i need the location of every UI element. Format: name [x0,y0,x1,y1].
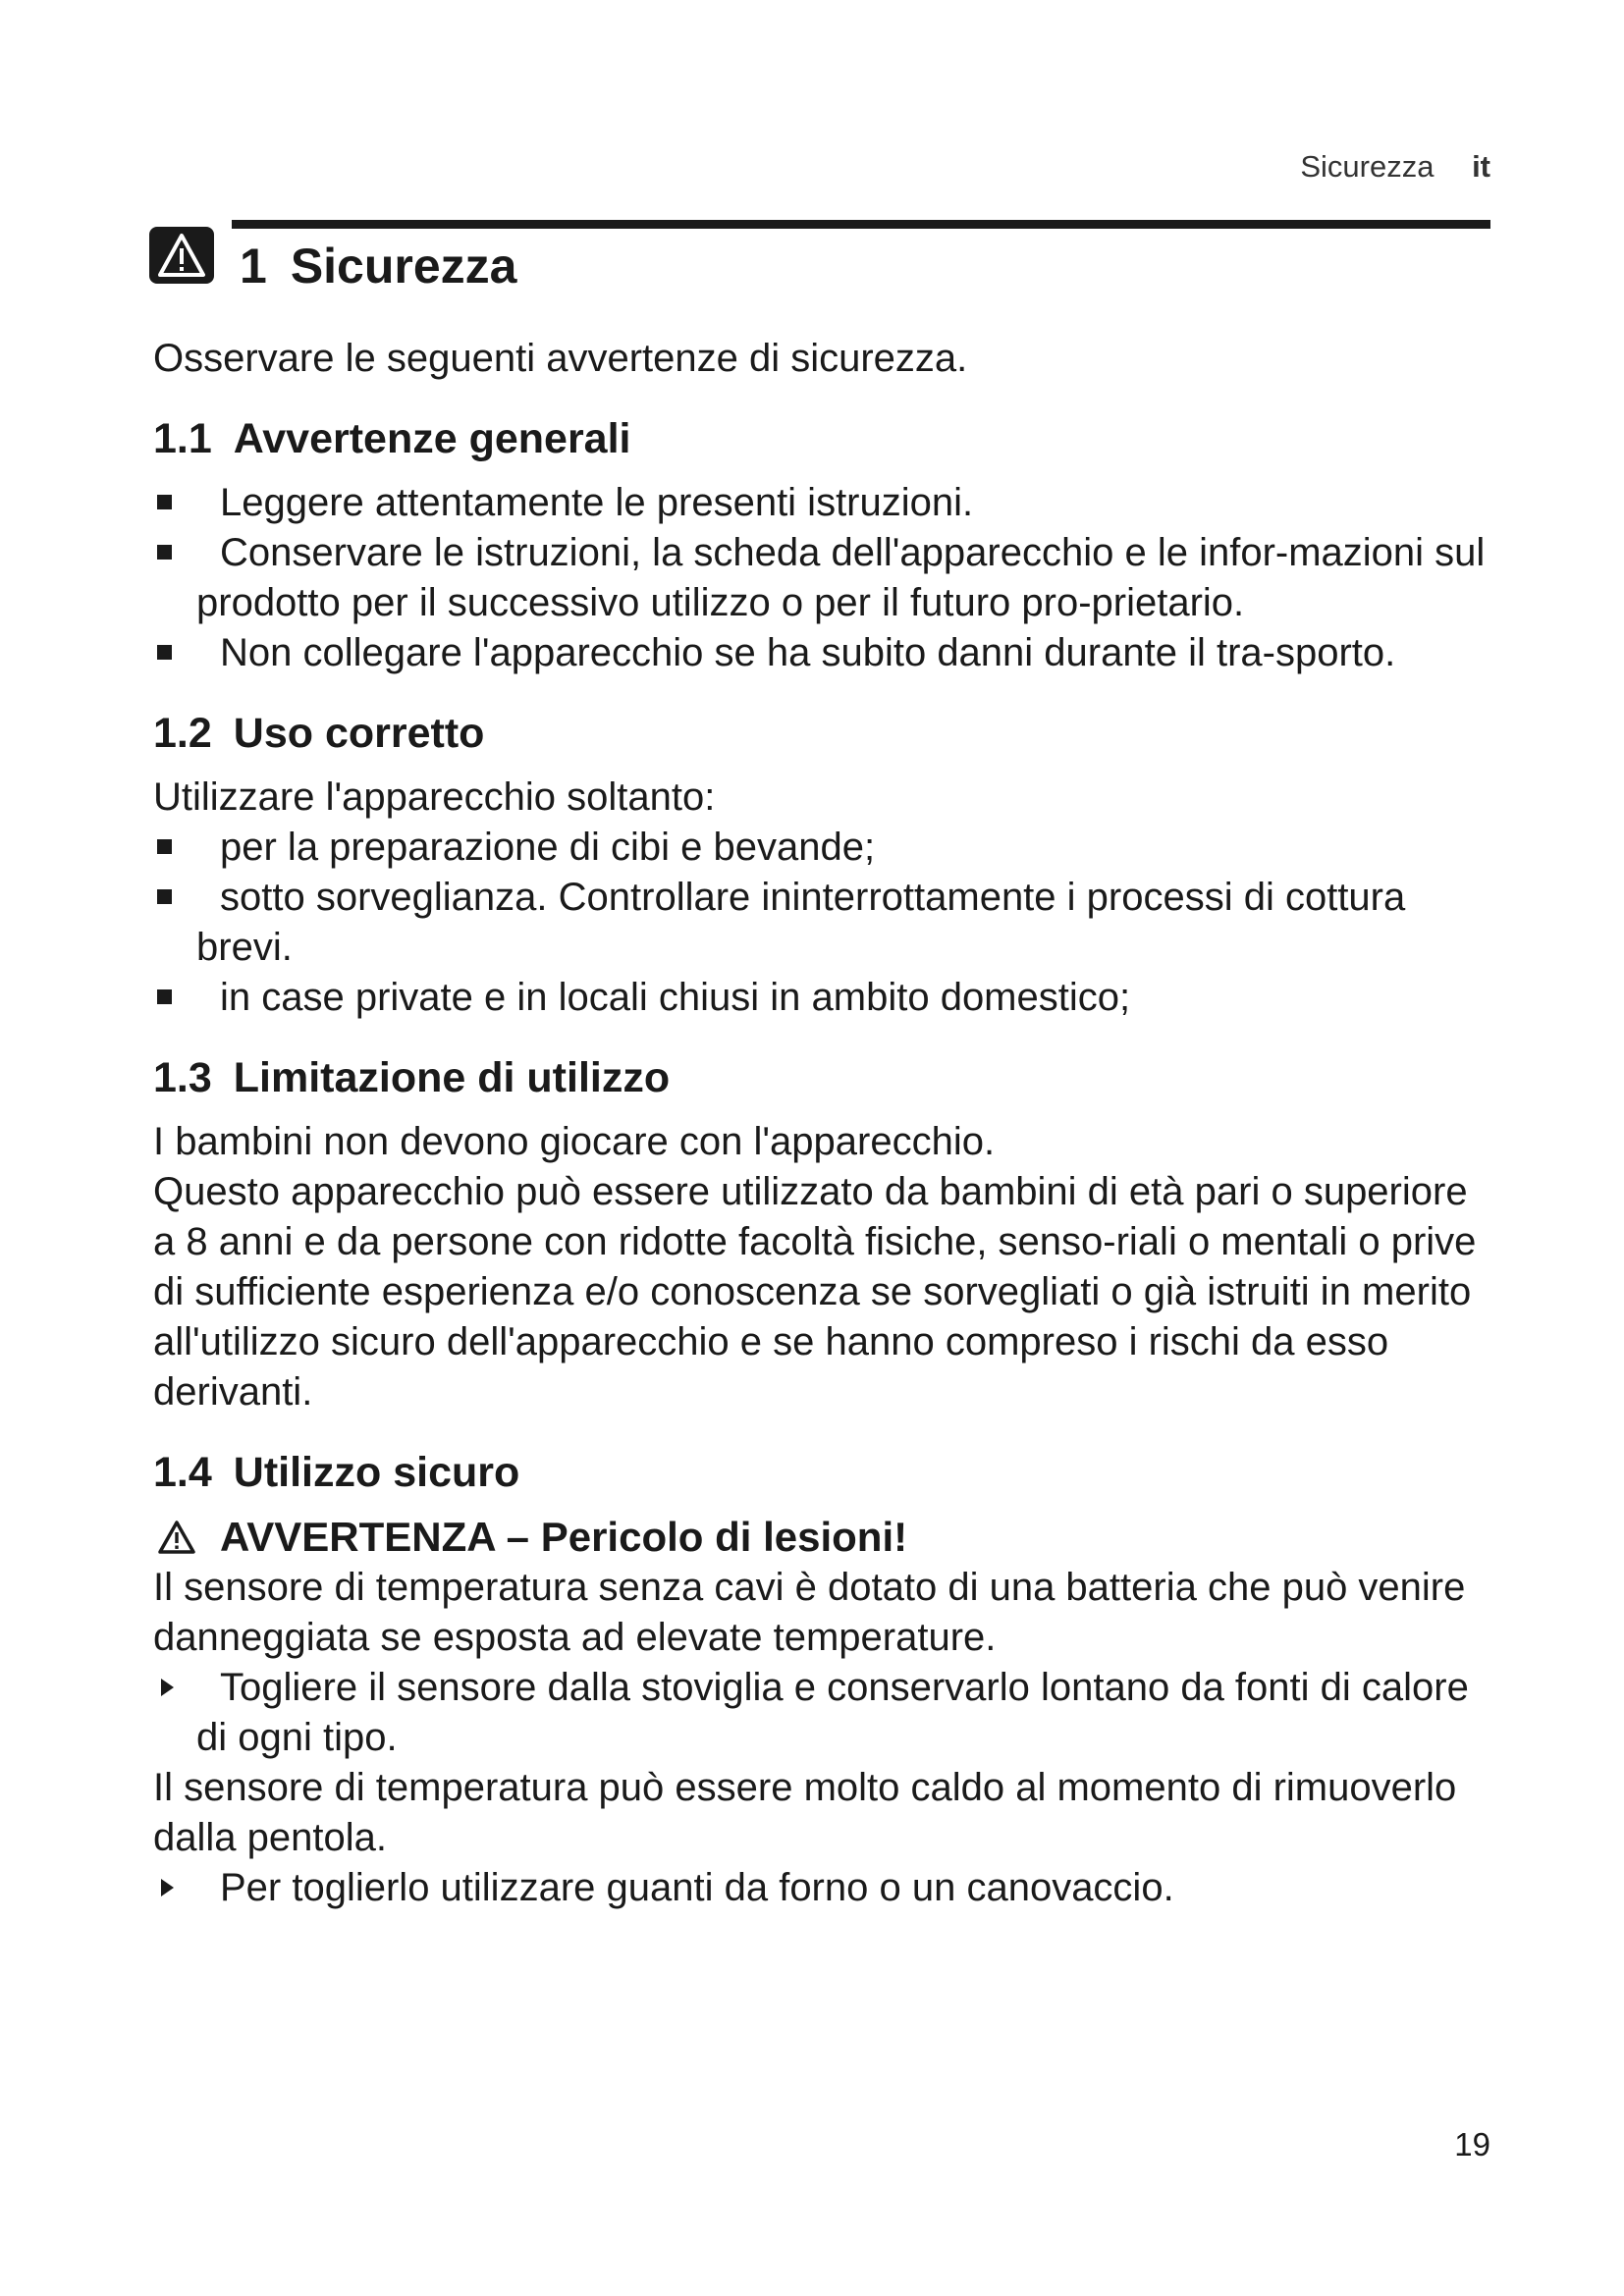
running-header [1300,149,1490,185]
chapter-number: 1 [240,239,267,294]
usage-limitation-text: Questo apparecchio può essere utilizzato da bambini di età pari o superiore a 8 anni e da persone con ridotte facoltà fisiche, senso-riali o mentali o prive di sufficiente esperienza e/o conoscenza se sorvegliati o già istruiti in merito all'utilizzo sicuro dell'apparecchio e se hanno compreso i rischi da esso derivanti. [153,1170,1477,1414]
list-item-text: Conservare le istruzioni, la scheda dell'apparecchio e le infor-mazioni sul prodotto per il successivo utilizzo o per il futuro pro-prietario. [196,531,1486,624]
list-item-text: Non collegare l'apparecchio se ha subito danni durante il tra-sporto. [220,631,1396,674]
bullet-square-icon [157,645,172,660]
list-item [153,873,1490,973]
warning-heading [153,1512,1490,1563]
page-content [153,334,1490,1913]
bullet-square-icon [157,495,172,509]
children-warning-text: I bambini non devono giocare con l'apparecchio. [153,1120,996,1163]
correct-use-list [153,823,1490,1023]
correct-use-intro: Utilizzare l'apparecchio soltanto: [153,775,716,819]
warning-triangle-icon [157,1520,196,1555]
action-step-list [153,1863,1490,1913]
chapter-title-text: Sicurezza [290,239,517,294]
section-title: Avvertenze generali [233,415,631,462]
bullet-square-icon [157,989,172,1004]
section-heading-1-2 [153,708,1490,759]
list-item-text: per la preparazione di cibi e bevande; [220,826,876,869]
bullet-square-icon [157,889,172,904]
section-title: Uso corretto [233,710,485,757]
list-item [153,478,1490,528]
section-title: Utilizzo sicuro [233,1449,520,1496]
section-number: 1.1 [153,415,212,462]
general-warnings-list [153,478,1490,678]
chapter-title [240,240,516,294]
bullet-square-icon [157,839,172,854]
section-heading-1-1 [153,413,1490,464]
list-item-text: in case private e in locali chiusi in ambito domestico; [220,976,1131,1019]
chapter-rule [232,220,1490,229]
intro-text: Osservare le seguenti avvertenze di sicurezza. [153,337,968,380]
hot-sensor-warning-text: Il sensore di temperatura può essere molto caldo al momento di rimuoverlo dalla pentola. [153,1766,1457,1859]
list-item-text: sotto sorveglianza. Controllare ininterrottamente i processi di cottura brevi. [196,876,1406,969]
section-number: 1.2 [153,710,212,757]
header-language-code: it [1472,149,1490,184]
section-number: 1.3 [153,1054,212,1101]
action-step-text: Per toglierlo utilizzare guanti da forno o un canovaccio. [220,1866,1174,1909]
action-step-list [153,1663,1490,1763]
list-item [153,823,1490,873]
section-title: Limitazione di utilizzo [233,1054,671,1101]
section-number: 1.4 [153,1449,212,1496]
list-item-text: Leggere attentamente le presenti istruzioni. [220,481,974,524]
arrow-right-icon [161,1879,174,1896]
arrow-right-icon [161,1679,174,1696]
section-heading-1-3 [153,1052,1490,1103]
battery-warning-text: Il sensore di temperatura senza cavi è dotato di una batteria che può venire danneggiata se esposta ad elevate temperature. [153,1566,1466,1659]
list-item [153,973,1490,1023]
header-section-title: Sicurezza [1300,149,1435,184]
page-number: 19 [1454,2126,1490,2163]
bullet-square-icon [157,545,172,560]
warning-triangle-icon [149,227,214,284]
section-heading-1-4 [153,1447,1490,1498]
warning-heading-text: AVVERTENZA – Pericolo di lesioni! [220,1514,908,1560]
action-step [153,1863,1490,1913]
action-step [153,1663,1490,1763]
list-item [153,528,1490,628]
action-step-text: Togliere il sensore dalla stoviglia e conservarlo lontano da fonti di calore di ogni tipo. [196,1666,1469,1759]
list-item [153,628,1490,678]
